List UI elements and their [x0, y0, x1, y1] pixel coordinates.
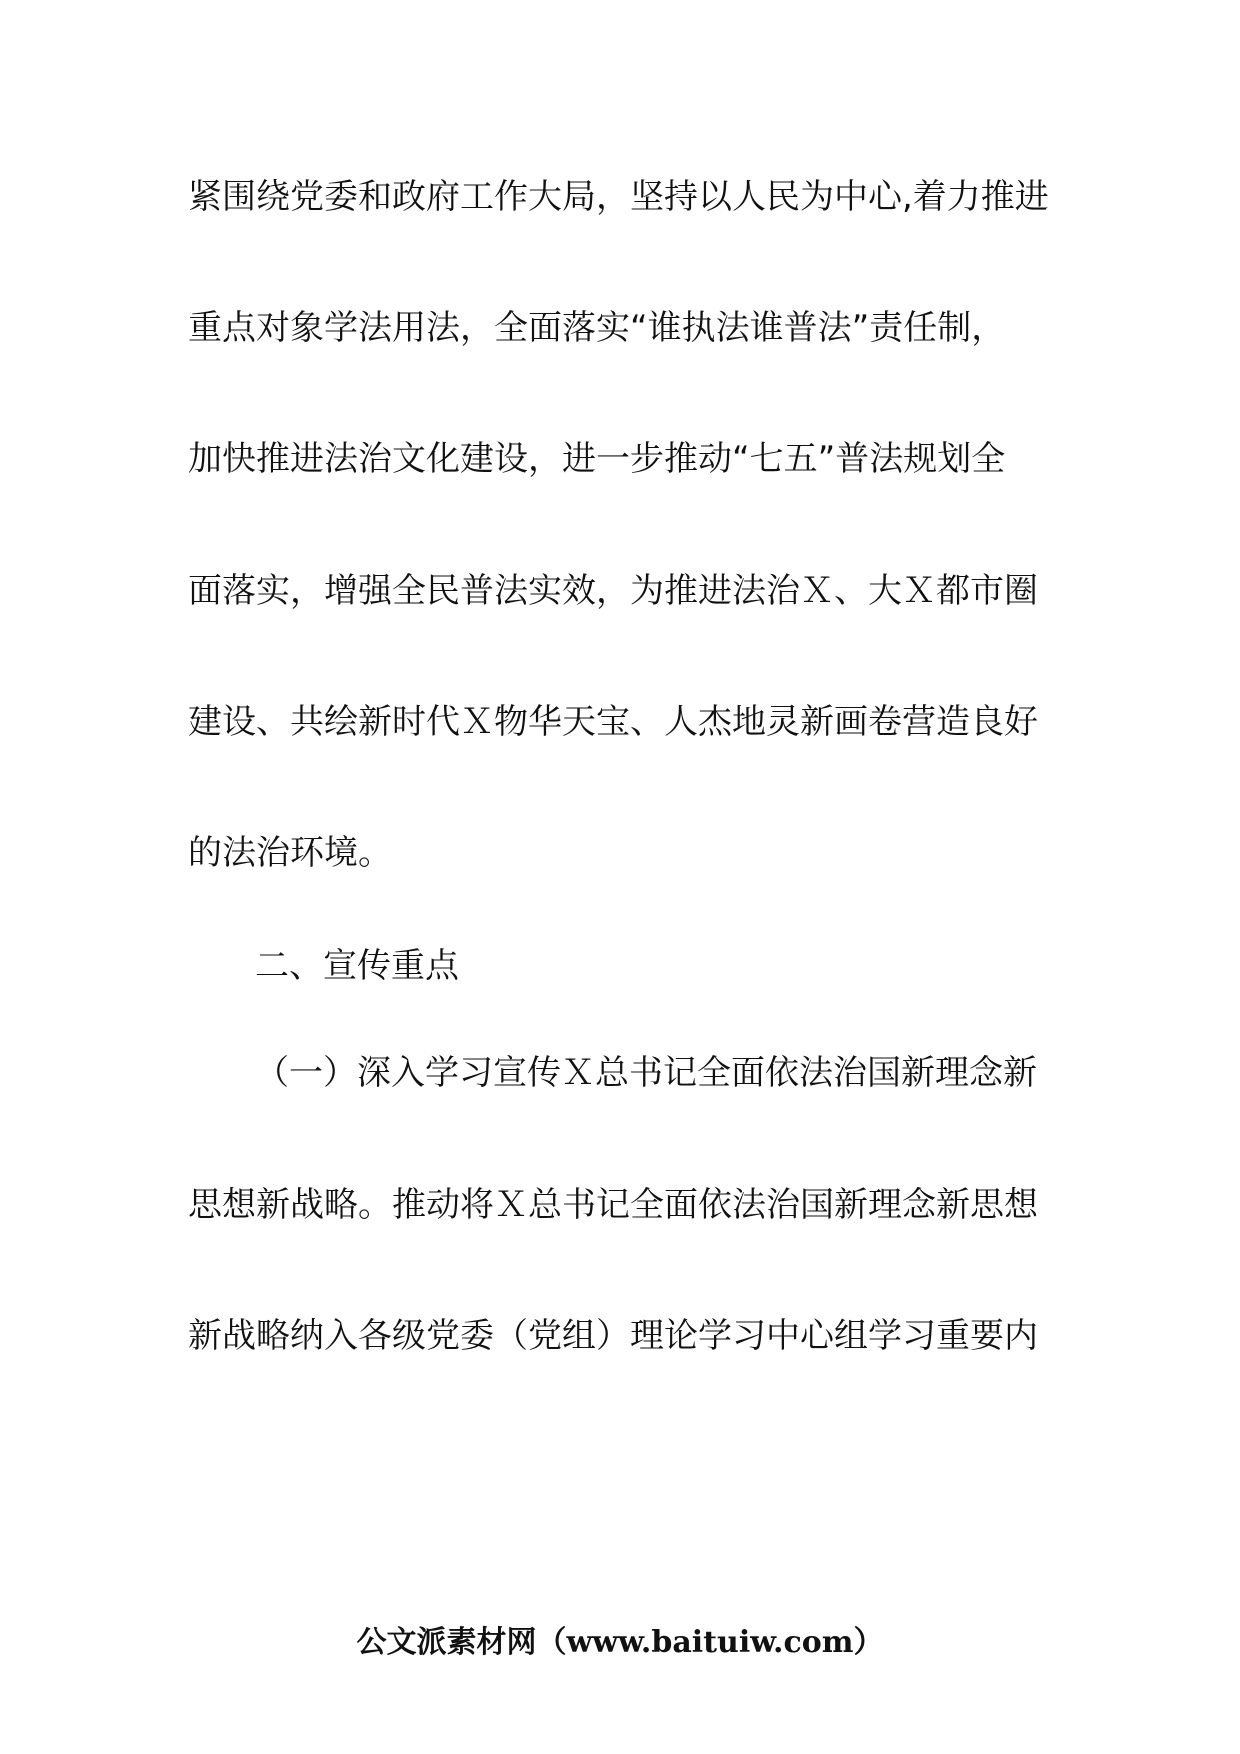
- body-text-line: 重点对象学法用法，全面落实“谁执法谁普法”责任制，: [188, 308, 1006, 348]
- body-text-line: 新战略纳入各级党委（党组）理论学习中心组学习重要内: [188, 1316, 1038, 1356]
- body-text-line: 紧围绕党委和政府工作大局，坚持以人民为中心,着力推进: [188, 177, 1049, 217]
- footer-source-text: 公文派素材网（www.baituiw.com）: [356, 1625, 884, 1660]
- section-heading: 二、宣传重点: [255, 946, 459, 986]
- body-text-line: 加快推进法治文化建设，进一步推动“七五”普法规划全: [188, 439, 1006, 479]
- body-text-line: 的法治环境。: [188, 833, 392, 873]
- body-text-line: 思想新战略。推动将Ｘ总书记全面依法治国新理念新思想: [188, 1185, 1038, 1225]
- subsection-heading-line: （一）深入学习宣传Ｘ总书记全面依法治国新理念新: [255, 1053, 1037, 1093]
- body-text-line: 建设、共绘新时代Ｘ物华天宝、人杰地灵新画卷营造良好: [188, 702, 1038, 742]
- body-text-line: 面落实，增强全民普法实效，为推进法治Ｘ、大Ｘ都市圈: [188, 571, 1038, 611]
